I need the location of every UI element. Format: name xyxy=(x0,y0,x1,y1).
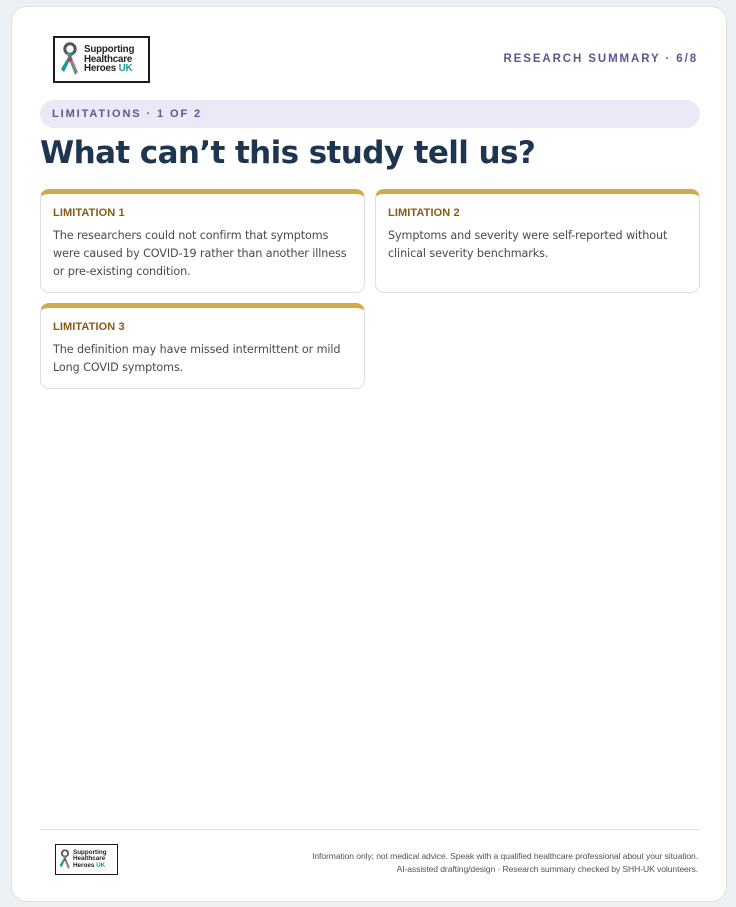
awareness-ribbon-icon xyxy=(60,42,80,78)
brand-logo xyxy=(53,36,150,83)
limitation-label: LIMITATION 3 xyxy=(53,321,125,333)
footer-line-2: AI-assisted drafting/design · Research summary checked by SHH-UK volunteers. xyxy=(396,864,698,874)
limitation-label: LIMITATION 1 xyxy=(53,207,125,219)
section-pill xyxy=(40,100,700,128)
limitation-text: The researchers could not confirm that symptoms were caused by COVID-19 rather than another illness or pre-existing condition. xyxy=(53,229,347,278)
logo-uk: UK xyxy=(96,861,106,869)
logo-line-2: Healthcare xyxy=(73,855,106,863)
page-indicator: RESEARCH SUMMARY · 6/8 xyxy=(503,53,698,65)
footer-divider xyxy=(40,829,700,830)
awareness-ribbon-icon xyxy=(59,848,71,872)
limitation-text: Symptoms and severity were self-reported without clinical severity benchmarks. xyxy=(388,229,668,260)
limitation-text: The definition may have missed intermittent or mild Long COVID symptoms. xyxy=(53,343,341,374)
logo-line-3: Heroes xyxy=(84,63,117,75)
footer-disclaimer xyxy=(312,850,698,876)
footer-logo xyxy=(55,844,118,875)
summary-page xyxy=(11,6,727,902)
footer-line-1: Information only; not medical advice. Speak with a qualified healthcare professional about your situation. xyxy=(312,851,698,861)
limitation-card-2 xyxy=(375,189,700,293)
logo-line-1: Supporting xyxy=(84,43,135,55)
logo-line-1: Supporting xyxy=(73,848,107,856)
logo-uk: UK xyxy=(118,63,133,75)
limitation-card-3 xyxy=(40,303,365,389)
logo-line-2: Healthcare xyxy=(84,53,133,65)
limitation-label: LIMITATION 2 xyxy=(388,207,460,219)
page-title: What can’t this study tell us? xyxy=(40,135,536,171)
limitation-card-1 xyxy=(40,189,365,293)
logo-line-3: Heroes xyxy=(73,861,95,869)
section-label: LIMITATIONS · 1 OF 2 xyxy=(52,108,203,120)
